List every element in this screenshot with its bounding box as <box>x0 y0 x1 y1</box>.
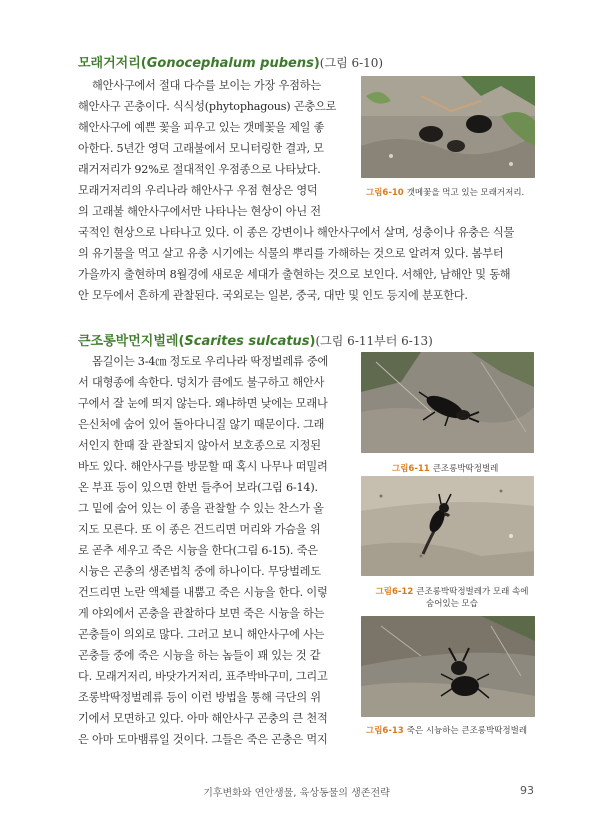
text-line: 곤충들이 의외로 많다. 그러고 보니 해안사구에 사는 <box>78 628 325 641</box>
section-heading-gonocephalum <box>78 52 383 71</box>
text-line: 해안사구에서 절대 다수를 보이는 가장 우점하는 <box>92 79 321 92</box>
figure-caption-text: 죽은 시늉하는 큰조롱박딱정벌레 <box>406 726 528 736</box>
text-line: 게 야외에서 곤충을 관찰하다 보면 죽은 시늉을 하는 <box>78 607 325 620</box>
text-line: 해안사구 곤충이다. 식식성(phytophagous) 곤충으로 <box>78 100 337 113</box>
section-heading-scarites <box>78 330 433 349</box>
text-line: 의 유기물을 먹고 살고 유충 시기에는 식물의 뿌리를 가해하는 것으로 알려져 있다. 봄부터 <box>78 247 504 260</box>
text-line: 서 대형종에 속한다. 덩치가 큼에도 불구하고 해안사 <box>78 376 325 389</box>
text-line: 가을까지 출현하며 8월경에 새로운 세대가 출현하는 것으로 보인다. 서해안, 남해안 및 동해 <box>78 268 511 281</box>
text-line: 시늉은 곤충의 생존법칙 중에 하나이다. 무당벌레도 <box>78 565 321 578</box>
text-line: 해안사구에 예쁜 꽃을 피우고 있는 갯메꽃을 제일 좋 <box>78 121 325 134</box>
figure-6-12-caption <box>368 586 536 610</box>
figure-6-13-caption <box>366 724 527 736</box>
figure-6-10-caption <box>366 186 524 198</box>
text-line: 다. 모래거저리, 바닷가거저리, 표주박바구미, 그리고 <box>78 670 328 683</box>
text-line: 온 부표 등이 있으면 한번 들추어 보라(그림 6-14). <box>78 481 318 494</box>
text-line: 곤충들 중에 죽은 시늉을 하는 놈들이 꽤 있는 것 같 <box>78 649 321 662</box>
heading-korean: 큰조롱박먼지벌레( <box>78 334 185 349</box>
text-line: 안 모두에서 흔하게 관찰된다. 국외로는 일본, 중국, 대만 및 인도 등지에 분포한다. <box>78 289 468 302</box>
figure-caption-text-2: 숨어있는 모습 <box>426 599 478 609</box>
heading-scientific-name: Scarites sulcatus <box>184 334 310 349</box>
text-line: 의 고래불 해안사구에서만 나타나는 현상이 아닌 전 <box>78 205 321 218</box>
text-line: 로 곧추 세우고 죽은 시늉을 한다(그림 6-15). 죽은 <box>78 544 318 557</box>
footer-title: 기후변화와 연안생물, 육상동물의 생존전략 <box>203 788 390 799</box>
text-line: 바도 있다. 해안사구를 방문할 때 혹시 나무나 떠밀려 <box>78 460 328 473</box>
heading-close-paren: ) <box>313 56 320 71</box>
figure-number: 그림6-10 <box>366 188 404 198</box>
text-line: 은신처에 숨어 있어 돌아다니질 않기 때문이다. 그래 <box>78 418 325 431</box>
figure-number: 그림6-11 <box>392 464 430 474</box>
text-line: 래거저리가 92%로 절대적인 우점종으로 나타났다. <box>78 163 321 176</box>
figure-6-12-photo <box>361 476 534 576</box>
text-line: 은 아마 도마뱀류일 것이다. 그들은 죽은 곤충은 먹지 <box>78 733 328 746</box>
figure-6-10-photo <box>361 76 535 178</box>
heading-korean: 모래거저리( <box>78 56 147 71</box>
figure-6-13-photo <box>361 616 535 717</box>
text-line: 구에서 잘 눈에 띄지 않는다. 왜냐하면 낮에는 모래나 <box>78 397 328 410</box>
heading-figure-ref: (그림 6-10) <box>319 56 384 70</box>
text-line: 모래거저리의 우리나라 해안사구 우점 현상은 영덕 <box>78 184 318 197</box>
text-line: 조롱박딱정벌레류 등이 이런 방법을 통해 극단의 위 <box>78 691 321 704</box>
figure-number: 그림6-12 <box>375 587 414 597</box>
text-line: 국적인 현상으로 나타나고 있다. 이 종은 강변이나 해안사구에서 살며, 성충이나 유충은 식물 <box>78 226 515 239</box>
page-number: 93 <box>520 784 534 797</box>
heading-scientific-name: Gonocephalum pubens <box>146 56 314 71</box>
heading-figure-ref: (그림 6-11부터 6-13) <box>315 334 433 348</box>
figure-6-11-photo <box>361 352 534 453</box>
text-line: 지도 모른다. 또 이 종은 건드리면 머리와 가슴을 위 <box>78 523 321 536</box>
text-line: 건드리면 노란 액체를 내뿜고 죽은 시늉을 한다. 이렇 <box>78 586 328 599</box>
figure-6-11-caption <box>392 462 498 474</box>
text-line: 몸길이는 3-4㎝ 정도로 우리나라 딱정벌레류 중에 <box>92 355 329 368</box>
text-line: 기에서 모면하고 있다. 아마 해안사구 곤충의 큰 천적 <box>78 712 328 725</box>
figure-number: 그림6-13 <box>366 726 404 736</box>
text-line: 아한다. 5년간 영덕 고래불에서 모니터링한 결과, 모 <box>78 142 324 155</box>
text-line: 서인지 한때 잘 관찰되지 않아서 보호종으로 지정된 <box>78 439 321 452</box>
figure-caption-text: 큰조롱박딱정벌레가 모래 속에 <box>416 587 529 597</box>
figure-caption-text: 큰조롱박딱정벌레 <box>432 464 499 474</box>
figure-caption-text: 갯메꽃을 먹고 있는 모래거저리. <box>406 188 525 198</box>
heading-close-paren: ) <box>309 334 316 349</box>
text-line: 그 밑에 숨어 있는 이 종을 관찰할 수 있는 찬스가 올 <box>78 502 324 515</box>
